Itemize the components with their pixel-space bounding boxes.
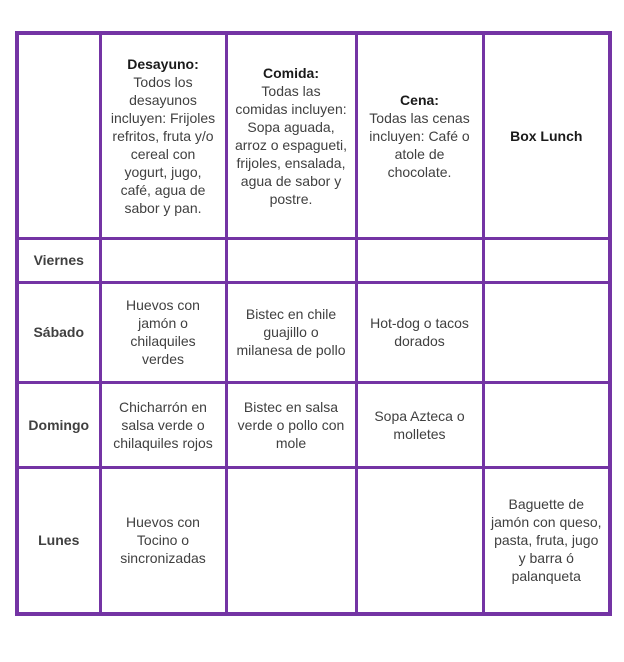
cell-sabado-comida: Bistec en chile guajillo o milanesa de pollo (226, 282, 356, 382)
header-desc-comida: Todas las comidas incluyen: Sopa aguada, arroz o espagueti, frijoles, ensalada, agua de sabor y postre. (234, 82, 348, 207)
cell-sabado-cena: Hot-dog o tacos dorados (356, 282, 483, 382)
cell-viernes-box-lunch (483, 238, 610, 282)
header-cell-cena (356, 33, 483, 238)
cell-lunes-box-lunch: Baguette de jamón con queso, pasta, fruta, jugo y barra ó palanqueta (483, 467, 610, 614)
table-row-domingo (17, 382, 610, 467)
day-cell-viernes: Viernes (17, 238, 100, 282)
day-cell-domingo: Domingo (17, 382, 100, 467)
day-cell-lunes: Lunes (17, 467, 100, 614)
header-desc-cena: Todas las cenas incluyen: Café o atole de chocolate. (369, 109, 470, 180)
header-desc-desayuno: Todos los desayunos incluyen: Frijoles refritos, fruta y/o cereal con yogurt, jugo, café, agua de sabor y pan. (110, 73, 216, 216)
table-row-viernes (17, 238, 610, 282)
header-cell-box-lunch (483, 33, 610, 238)
header-title-desayuno: Desayuno: (127, 55, 199, 72)
header-row (17, 33, 610, 238)
table-row-lunes (17, 467, 610, 614)
cell-viernes-comida (226, 238, 356, 282)
cell-sabado-box-lunch (483, 282, 610, 382)
weekly-menu-table (15, 31, 612, 616)
cell-lunes-cena (356, 467, 483, 614)
day-cell-sabado: Sábado (17, 282, 100, 382)
cell-domingo-cena: Sopa Azteca o molletes (356, 382, 483, 467)
cell-lunes-desayuno: Huevos con Tocino o sincronizadas (100, 467, 226, 614)
header-title-box-lunch: Box Lunch (510, 127, 583, 144)
cell-viernes-cena (356, 238, 483, 282)
cell-domingo-comida: Bistec en salsa verde o pollo con mole (226, 382, 356, 467)
table-row-sabado (17, 282, 610, 382)
cell-viernes-desayuno (100, 238, 226, 282)
header-title-cena: Cena: (400, 91, 439, 108)
header-title-comida: Comida: (263, 64, 319, 81)
cell-domingo-box-lunch (483, 382, 610, 467)
cell-domingo-desayuno: Chicharrón en salsa verde o chilaquiles rojos (100, 382, 226, 467)
cell-lunes-comida (226, 467, 356, 614)
header-cell-desayuno (100, 33, 226, 238)
cell-sabado-desayuno: Huevos con jamón o chilaquiles verdes (100, 282, 226, 382)
corner-cell (17, 33, 100, 238)
header-cell-comida (226, 33, 356, 238)
